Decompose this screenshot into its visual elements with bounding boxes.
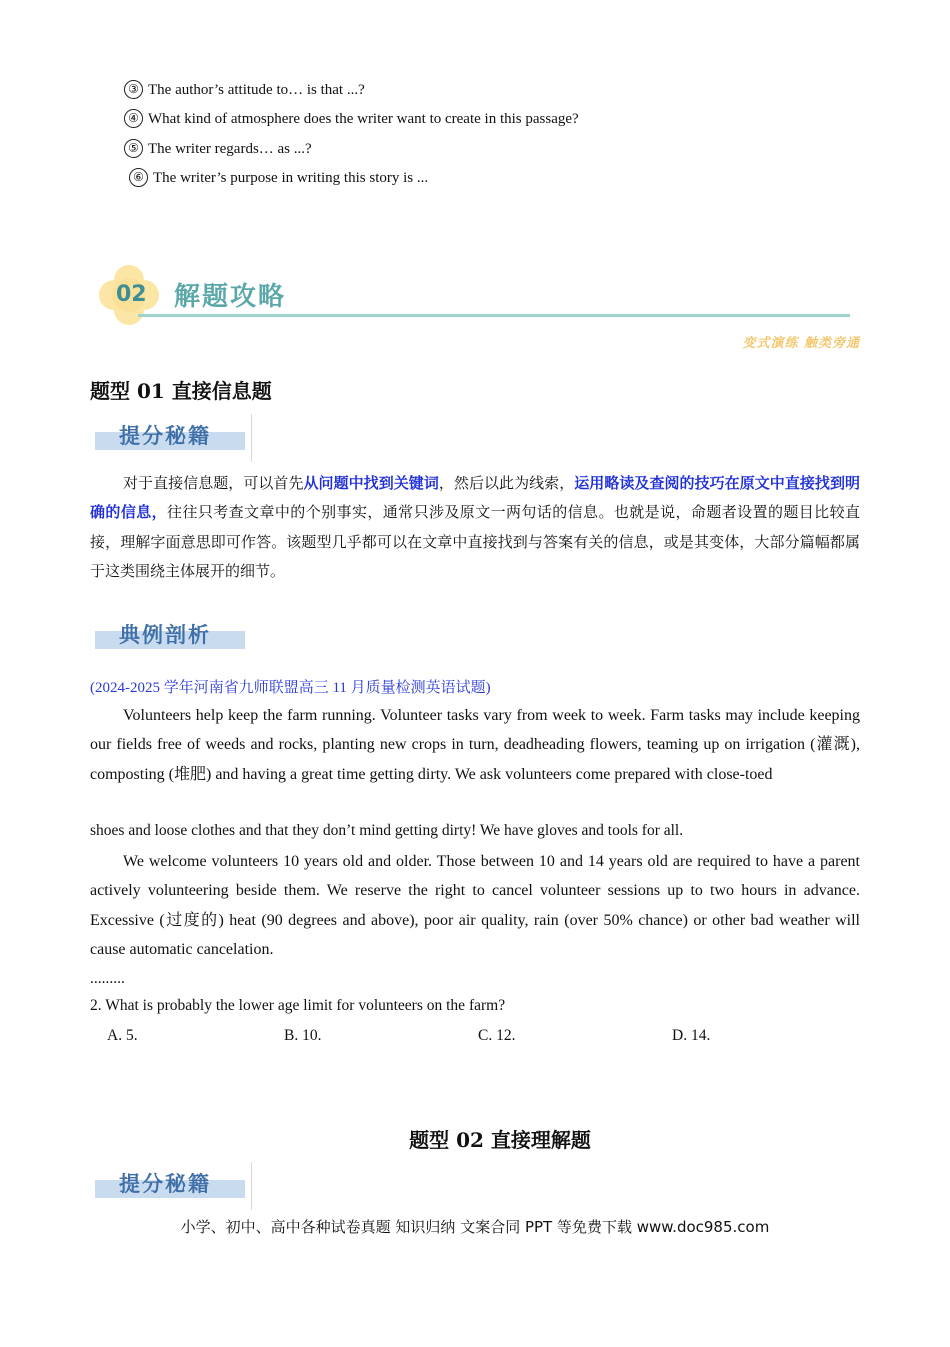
question-stem-3 <box>124 80 365 100</box>
type-02-heading: 题型 02 直接理解题 <box>409 1128 591 1152</box>
type-01-heading: 题型 01 直接信息题 <box>90 379 272 403</box>
question-stem-4 <box>124 109 579 129</box>
example-source: (2024-2025 学年河南省九师联盟高三 11 月质量检测英语试题) <box>90 680 491 696</box>
badge-label: 提分秘籍 <box>119 424 211 448</box>
badge-divider <box>251 414 252 462</box>
circled-number: ③ <box>124 80 143 99</box>
passage-paragraph-2: We welcome volunteers 10 years old and older. Those between 10 and 14 years old are required to have a parent actively volunteering beside them. We reserve the right to cancel volunteer sessions up to two hours in advance. Excessive (过度的) heat (90 degrees and above), poor air quality, rain (over 50% chance) or other bad weather will cause automatic cancelation. <box>90 853 860 958</box>
tips-text: ，然后以此为线索， <box>438 474 575 492</box>
tips-text: 往往只考查文章中的个别事实，通常只涉及原文一两句话的信息。也就是说，命题者设置的题目比较直接，理解字面意思即可作答。该题型几乎都可以在文章中直接找到与答案有关的信息，或是其变体，大部分篇幅都属于这类围绕主体展开的细节。 <box>90 503 860 580</box>
tips-badge <box>93 414 253 462</box>
tips-highlight: 从问题中找到关键词 <box>303 474 439 492</box>
passage-paragraph-1: Volunteers help keep the farm running. Volunteer tasks vary from week to week. Farm tasks may include keeping our fields free of weeds and rocks, planting new crops in turn, deadheading flowers, teaming up on irrigation (灌溉), composting (堆肥) and having a great time getting dirty. We ask volunteers come prepared with close-toed <box>90 707 860 783</box>
option-c: C. 12. <box>478 1027 516 1044</box>
question-stem-text: The writer’s purpose in writing this story is ... <box>153 170 429 186</box>
circled-number: ⑥ <box>129 168 148 187</box>
question-stem-6 <box>129 168 428 188</box>
ellipsis: ......... <box>90 970 125 987</box>
section-title: 解题攻略 <box>174 282 287 312</box>
question-text: 2. What is probably the lower age limit for volunteers on the farm? <box>90 997 506 1014</box>
badge-label: 典例剖析 <box>119 623 211 647</box>
badge-divider <box>251 1162 252 1210</box>
section-header <box>92 258 860 351</box>
page-footer: 小学、初中、高中各种试卷真题 知识归纳 文案合同 PPT 等免费下载 www.doc985.com <box>180 1218 770 1236</box>
question-stem-5 <box>124 139 312 159</box>
option-b: B. 10. <box>284 1027 322 1044</box>
question-stem-text: The author’s attitude to… is that ...? <box>148 82 365 98</box>
tips-text: 对于直接信息题，可以首先 <box>123 474 304 492</box>
passage-paragraph-1-continued: shoes and loose clothes and that they don’t mind getting dirty! We have gloves and tools for all. <box>90 822 684 839</box>
badge-label: 提分秘籍 <box>119 1172 211 1196</box>
question-stem-text: The writer regards… as ...? <box>148 141 312 157</box>
section-subtitle: 变式演练 触类旁通 <box>742 336 860 351</box>
section-rule <box>138 314 850 317</box>
question-stem-text: What kind of atmosphere does the writer want to create in this passage? <box>148 111 579 127</box>
circled-number: ④ <box>124 109 143 128</box>
tips-badge-2 <box>93 1162 253 1210</box>
option-d: D. 14. <box>672 1027 711 1044</box>
circled-number: ⑤ <box>124 139 143 158</box>
tips-highlight: 运用略读及查阅的技巧在原文中直接找到明确的信息， <box>90 474 860 522</box>
option-a: A. 5. <box>107 1027 138 1044</box>
section-number: 02 <box>116 282 147 307</box>
tips-paragraph <box>90 469 860 586</box>
example-badge <box>93 613 253 661</box>
